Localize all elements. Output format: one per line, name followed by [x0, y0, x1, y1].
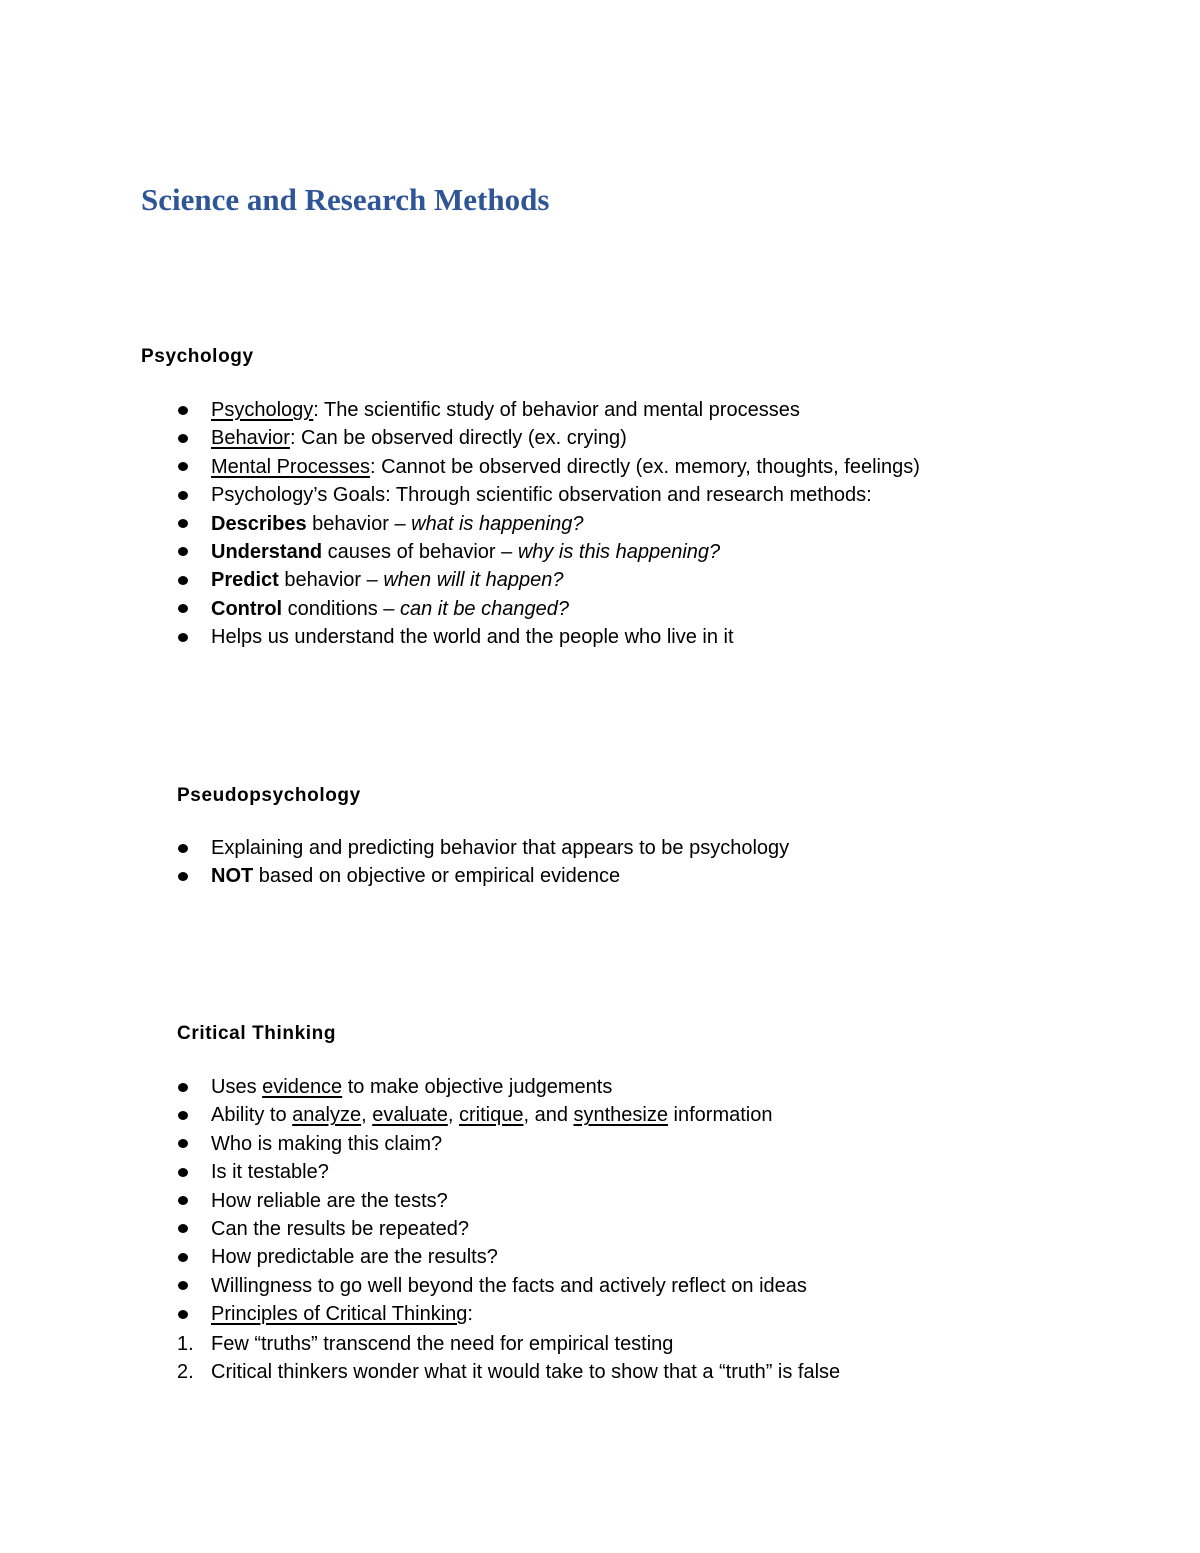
bullet-icon — [178, 844, 188, 853]
underlined-term: analyze — [292, 1104, 362, 1127]
goal-keyword: Predict — [211, 569, 279, 592]
list-item — [0, 1101, 807, 1129]
list-item — [0, 1158, 807, 1186]
bullet-icon — [178, 462, 188, 471]
document-title: Science and Research Methods — [141, 182, 550, 217]
item-text: Helps us understand the world and the people who live in it — [211, 626, 734, 649]
goal-question: when will it happen? — [383, 569, 564, 592]
item-text: Explaining and predicting behavior that appears to be psychology — [211, 837, 790, 859]
item-text: Psychology’s Goals: Through scientific observation and research methods: — [211, 484, 872, 507]
bullet-icon — [178, 633, 188, 642]
goal-question: why is this happening? — [517, 540, 721, 563]
pseudopsychology-list — [0, 834, 789, 891]
bullet-icon — [178, 604, 188, 613]
numbered-item — [0, 1358, 840, 1386]
item-text: information — [668, 1104, 773, 1127]
emphasis: NOT — [211, 865, 254, 888]
list-item — [0, 481, 920, 509]
bullet-icon — [178, 1168, 188, 1177]
list-item — [0, 1243, 807, 1271]
goal-keyword: Control — [211, 597, 283, 620]
definition: : Can be observed directly (ex. crying) — [289, 427, 627, 450]
bullet-icon — [178, 434, 188, 443]
bullet-icon — [178, 1139, 188, 1148]
item-text: Is it testable? — [211, 1161, 329, 1184]
underlined-term: evaluate — [372, 1104, 448, 1127]
item-text: behavior – — [278, 569, 384, 592]
section-heading-pseudopsychology: Pseudopsychology — [177, 785, 361, 806]
bullet-icon — [178, 1196, 188, 1205]
list-item — [0, 566, 920, 594]
bullet-icon — [178, 519, 188, 528]
list-item — [0, 1272, 807, 1300]
definition: : Cannot be observed directly (ex. memory, thoughts, feelings) — [369, 455, 920, 478]
item-text: based on objective or empirical evidence — [253, 865, 621, 888]
list-item — [0, 510, 920, 538]
item-text: Ability to — [211, 1104, 293, 1127]
item-number: 2. — [177, 1360, 194, 1383]
term: Psychology — [211, 399, 314, 421]
item-text: , — [447, 1104, 459, 1127]
item-text: Uses — [211, 1076, 263, 1098]
term: Mental Processes — [211, 455, 370, 478]
item-text: Can the results be repeated? — [211, 1217, 469, 1240]
bullet-icon — [178, 547, 188, 556]
bullet-icon — [178, 1111, 188, 1120]
bullet-icon — [178, 576, 188, 585]
list-item — [0, 1215, 807, 1243]
section-heading-psychology: Psychology — [141, 346, 254, 367]
item-text: behavior – — [306, 512, 412, 535]
item-text: conditions – — [282, 597, 400, 620]
item-text: How predictable are the results? — [211, 1246, 498, 1269]
list-item — [0, 862, 789, 890]
bullet-icon — [178, 491, 188, 500]
list-item — [0, 1300, 807, 1328]
bullet-icon — [178, 406, 188, 415]
goal-keyword: Understand — [211, 540, 323, 563]
item-text: Willingness to go well beyond the facts and actively reflect on ideas — [211, 1274, 807, 1297]
bullet-icon — [178, 1224, 188, 1233]
list-item — [0, 453, 920, 481]
critical-thinking-principles-list — [0, 1330, 840, 1387]
numbered-item — [0, 1330, 840, 1358]
item-text: How reliable are the tests? — [211, 1189, 448, 1212]
list-item — [0, 424, 920, 452]
list-item — [0, 1130, 807, 1158]
underlined-term: synthesize — [573, 1104, 668, 1127]
item-text: , — [361, 1104, 373, 1127]
goal-question: what is happening? — [411, 512, 584, 535]
bullet-icon — [178, 1253, 188, 1262]
item-text: , and — [523, 1104, 574, 1127]
psychology-list — [0, 396, 920, 652]
item-number: 1. — [177, 1332, 194, 1355]
list-item — [0, 538, 920, 566]
item-text: Who is making this claim? — [211, 1132, 443, 1155]
item-text: Few “truths” transcend the need for empirical testing — [211, 1332, 674, 1355]
list-item — [0, 595, 920, 623]
underlined-term: evidence — [262, 1076, 343, 1098]
list-item — [0, 1187, 807, 1215]
section-heading-critical-thinking: Critical Thinking — [177, 1023, 337, 1044]
bullet-icon — [178, 1083, 188, 1092]
list-item — [0, 1073, 807, 1101]
bullet-icon — [178, 872, 188, 881]
item-text: : — [467, 1303, 473, 1326]
bullet-icon — [178, 1281, 188, 1290]
term: Principles of Critical Thinking — [211, 1303, 468, 1326]
item-text: Critical thinkers wonder what it would take to show that a “truth” is false — [211, 1360, 841, 1383]
definition: : The scientific study of behavior and mental processes — [313, 399, 800, 421]
list-item — [0, 834, 789, 862]
bullet-icon — [178, 1310, 188, 1319]
underlined-term: critique — [458, 1104, 524, 1127]
list-item — [0, 396, 920, 424]
item-text: causes of behavior – — [322, 540, 518, 563]
item-text: to make objective judgements — [342, 1076, 613, 1098]
critical-thinking-list — [0, 1073, 807, 1329]
list-item — [0, 623, 920, 651]
goal-question: can it be changed? — [399, 597, 569, 620]
goal-keyword: Describes — [211, 512, 307, 535]
term: Behavior — [211, 427, 290, 450]
